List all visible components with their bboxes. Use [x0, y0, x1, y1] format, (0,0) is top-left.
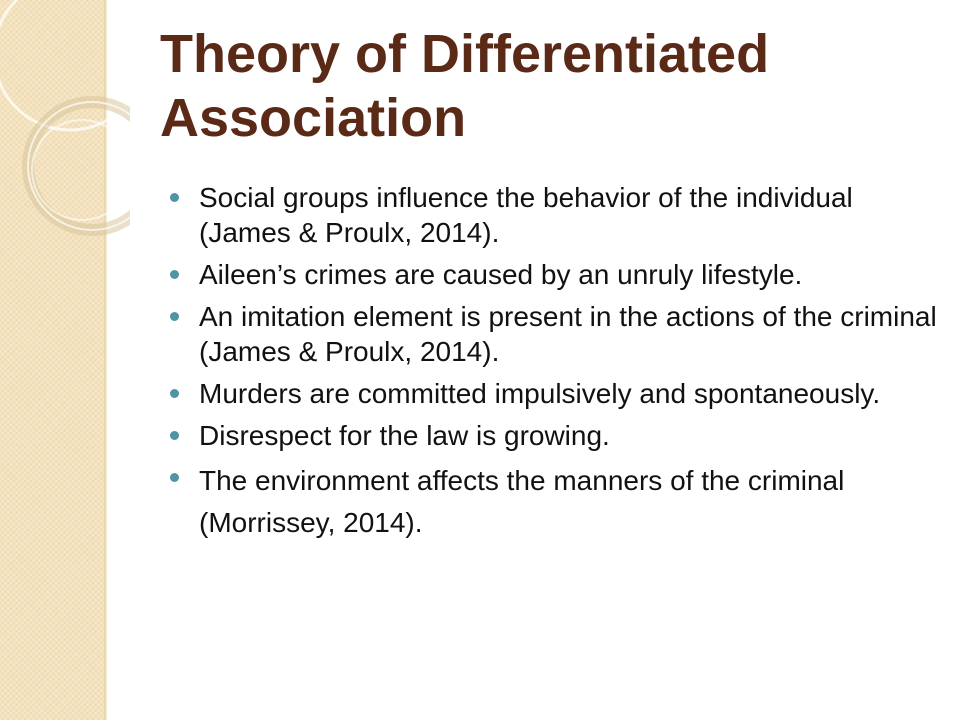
- small-ring: [32, 120, 130, 220]
- bullet-item: [168, 376, 938, 411]
- decorative-circles-icon: [0, 0, 130, 260]
- bullet-dot-icon: [170, 312, 179, 321]
- bullet-text: Aileen’s crimes are caused by an unruly lifestyle.: [199, 259, 803, 290]
- medium-ring-outer: [28, 102, 130, 230]
- bullet-dot-icon: [170, 431, 179, 440]
- bullet-list: [168, 180, 938, 551]
- bullet-text: Murders are committed impulsively and spontaneously.: [199, 378, 881, 409]
- bullet-dot-icon: [170, 473, 179, 482]
- bullet-item: [168, 299, 938, 369]
- bullet-text: The environment affects the manners of the criminal (Morrissey, 2014).: [199, 465, 845, 538]
- bullet-text: Disrespect for the law is growing.: [199, 420, 610, 451]
- slide-title: Theory of Differentiated Association: [160, 24, 770, 148]
- bullet-dot-icon: [170, 270, 179, 279]
- bullet-item: [168, 257, 938, 292]
- bullet-item: [168, 180, 938, 250]
- bullet-text: Social groups influence the behavior of the individual (James & Proulx, 2014).: [199, 182, 853, 248]
- bullet-dot-icon: [170, 193, 179, 202]
- bullet-text: An imitation element is present in the actions of the criminal (James & Proulx, 2014).: [199, 301, 937, 367]
- bullet-dot-icon: [170, 389, 179, 398]
- bullet-item: [168, 460, 938, 544]
- bullet-item: [168, 418, 938, 453]
